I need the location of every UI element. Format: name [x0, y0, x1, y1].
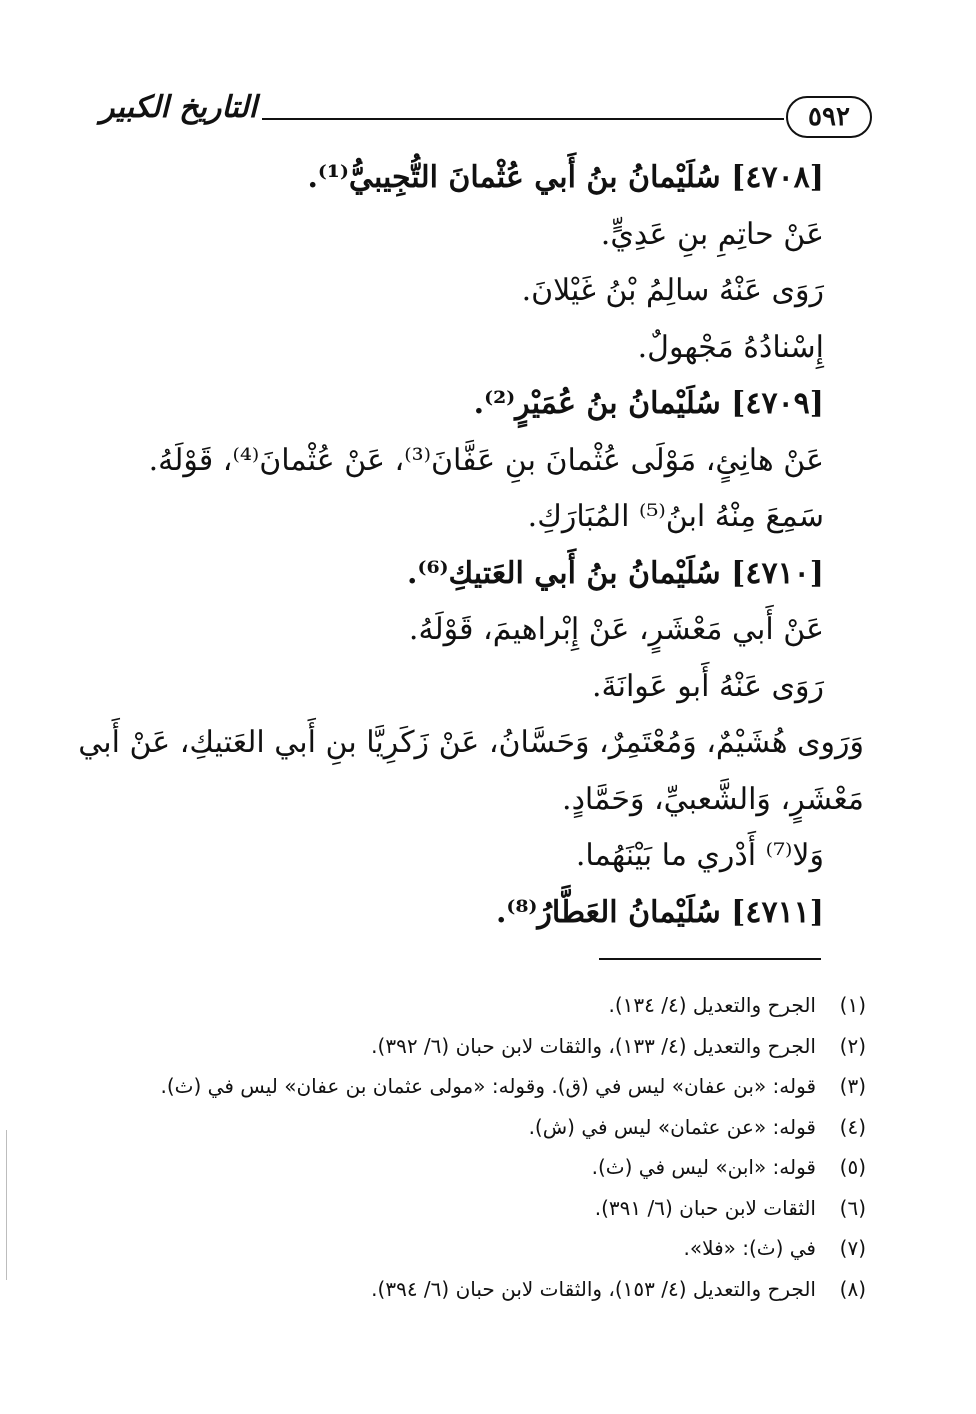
- footnote: [106, 1188, 866, 1229]
- footnote-text: في (ث): «فلا».: [683, 1236, 816, 1260]
- footnote-text: قوله: «عن عثمان» ليس في (ش).: [528, 1114, 816, 1139]
- text-line: عَنْ أَبي مَعْشَرٍ، عَنْ إِبْراهيمَ، قَوْلَهُ.: [408, 612, 824, 647]
- text-line: مَعْشَرٍ، وَالشَّعبيِّ، وَحَمَّادٍ.: [562, 781, 864, 817]
- entry-heading-4709: [٤٧٠٩] سُلَيْمانُ بنُ عُمَيْرٍ⁽²⁾.: [473, 386, 824, 421]
- footnote-number: (٢): [839, 1033, 866, 1058]
- text-line: إِسْنادُهُ مَجْهولٌ.: [637, 329, 824, 365]
- footnote-number: (٣): [839, 1074, 866, 1098]
- footnote-number: (٥): [839, 1155, 866, 1179]
- footnote-text: قوله: «بن عفان» ليس في (ق). وقوله: «مولى عثمان بن عفان» ليس في (ث).: [160, 1074, 816, 1098]
- footnote-number: (٦): [839, 1195, 866, 1220]
- entry-heading-4710: [٤٧١٠] سُلَيْمانُ بنُ أَبي العَتيكِ⁽⁶⁾.: [407, 555, 824, 591]
- page-number-badge: ٥٩٢: [786, 96, 872, 138]
- main-text: [78, 150, 864, 941]
- footnote-number: (٧): [839, 1236, 866, 1260]
- footnote-number: (٨): [839, 1276, 866, 1301]
- footnote: [106, 1269, 866, 1310]
- text-line: رَوَى عَنْهُ سالِمُ بْنُ غَيْلانَ.: [521, 273, 824, 308]
- page-header: [99, 88, 872, 148]
- text-line: عَنْ هانِئٍ، مَوْلَى عُثْمانَ بنِ عَفَّانَ⁽³⁾، عَنْ عُثْمانَ⁽⁴⁾، قَوْلَهُ.: [148, 442, 824, 478]
- entry-heading-4711: [٤٧١١] سُلَيْمانُ العَطَّارُ⁽⁸⁾.: [495, 894, 824, 930]
- footnote-text: الجرح والتعديل (٤/ ١٣٤).: [608, 993, 816, 1017]
- footnote-text: الجرح والتعديل (٤/ ١٣٣)، والثقات لابن حبان (٦/ ٣٩٢).: [371, 1033, 816, 1058]
- footnote-number: (٤): [839, 1114, 866, 1139]
- footnotes: [106, 985, 866, 1309]
- footnote: [106, 985, 866, 1026]
- footnote-text: الجرح والتعديل (٤/ ١٥٣)، والثقات لابن حبان (٦/ ٣٩٤).: [371, 1276, 816, 1301]
- footnote-text: الثقات لابن حبان (٦/ ٣٩١).: [594, 1195, 816, 1220]
- footnote-separator: [599, 958, 821, 960]
- text-line: وَلا⁽⁷⁾ أَدْري ما بَيْنَهُما.: [575, 838, 824, 873]
- footnote: [106, 1026, 866, 1067]
- footnote: [106, 1147, 866, 1188]
- header-rule: [262, 118, 784, 120]
- scan-margin-mark: [6, 1130, 7, 1280]
- text-line: سَمِعَ مِنْهُ ابنُ⁽⁵⁾ المُبَارَكِ.: [527, 499, 824, 534]
- book-title: التاريخ الكبير: [99, 90, 257, 125]
- text-line: عَنْ حاتِمِ بنِ عَدِيٍّ.: [600, 216, 824, 252]
- entry-heading-4708: [٤٧٠٨] سُلَيْمانُ بنُ أَبي عُثْمانَ التُّجِيبيُّ⁽¹⁾.: [307, 160, 824, 195]
- text-line: وَرَوى هُشَيْمٌ، وَمُعْتَمِرٌ، وَحَسَّانُ، عَنْ زَكَرِيَّا بنِ أَبي العَتيكِ، عَنْ أَبي: [78, 725, 864, 760]
- footnote: [106, 1107, 866, 1148]
- footnote: [106, 1228, 866, 1269]
- footnote: [106, 1066, 866, 1107]
- text-line: رَوَى عَنْهُ أَبو عَوانَةَ.: [592, 668, 824, 704]
- footnote-number: (١): [839, 993, 866, 1017]
- footnote-text: قوله: «ابن» ليس في (ث).: [591, 1155, 816, 1179]
